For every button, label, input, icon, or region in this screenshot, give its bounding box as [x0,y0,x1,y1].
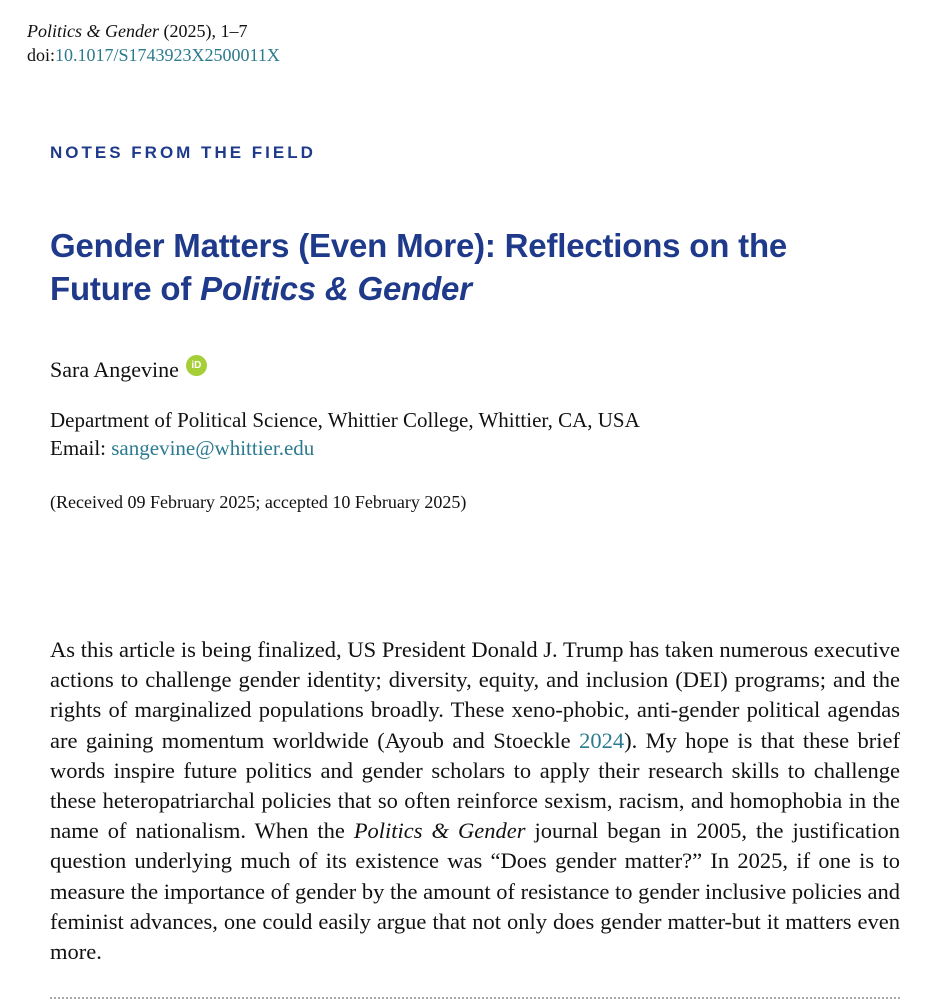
doi-label: doi: [27,45,56,65]
author-name: Sara Angevine [50,357,179,382]
title-line-1: Gender Matters (Even More): Reflections on the [50,227,788,264]
email-label: Email: [50,436,112,460]
body-paragraph [50,635,900,967]
body-text-part-2: ). My hope is that these brief words inspire future politics and gender scholars to apply their research skills to challenge these heteropatriarchal policies that so often reinforce sexism, racism, and homophobia in the name of nationalism. When the [50,727,900,844]
section-label: NOTES FROM THE FIELD [50,143,316,162]
doi-line [27,43,280,67]
affiliation-block [50,406,640,462]
email-line [50,434,640,462]
citation-link[interactable]: 2024 [579,727,625,753]
affiliation-department: Department of Political Science, Whittier College, Whittier, CA, USA [50,408,640,432]
author-line [50,357,207,383]
title-journal-italic: Politics & Gender [200,270,472,307]
issue-info: (2025), 1–7 [158,21,248,41]
article-title [50,224,920,310]
received-date: (Received 09 February 2025; accepted 10 February 2025) [50,492,467,512]
journal-name: Politics & Gender [27,21,159,41]
journal-name-italic: Politics & Gender [353,818,526,844]
cut-off-next-line [50,993,900,1003]
journal-header [27,19,280,67]
doi-link[interactable]: 10.1017/S1743923X2500011X [55,45,280,65]
title-line-2-prefix: Future of [50,270,201,307]
email-link[interactable]: sangevine@whittier.edu [111,436,315,460]
body-text-part-1: As this article is being finalized, US President Donald J. Trump has taken numerous executive actions to challenge gender identity; diversity, equity, and inclusion (DEI) programs; and the rights of marginalized populations broadly. These xeno-phobic, anti-gender political agendas are gaining momentum worldwide (Ayoub and Stoeckle [50,637,900,753]
journal-citation [27,19,280,43]
orcid-icon[interactable]: iD [186,355,207,376]
body-text-part-3: journal began in 2005, the justification question underlying much of its existence was “Does gender matter?” In 2025, if one is to measure the importance of gender by the amount of resistance to gender inclusive policies and feminist advances, one could easily argue that not only does gender matter-but it matters even more. [50,818,900,965]
